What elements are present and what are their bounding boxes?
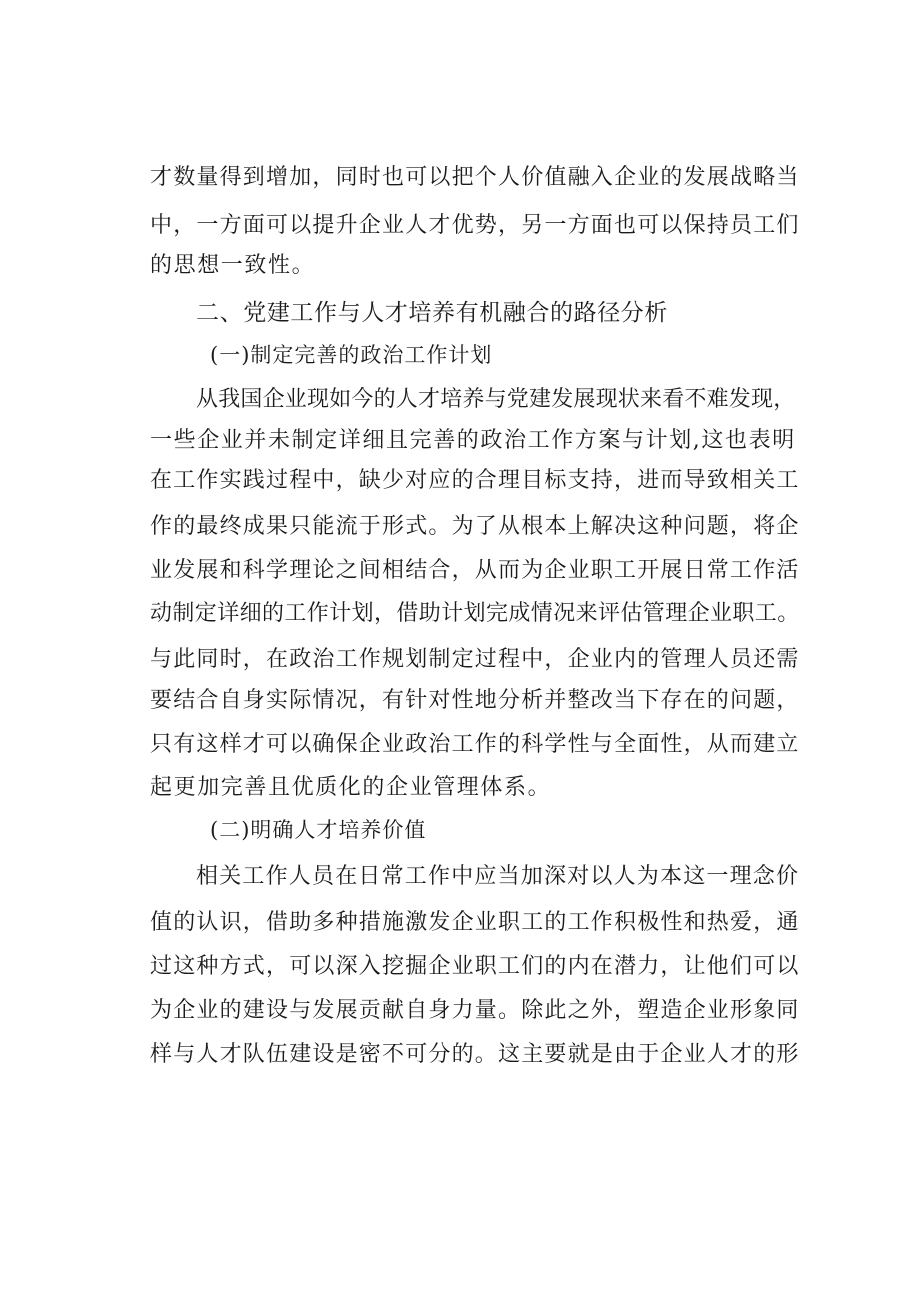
paragraph-line: 中，一方面可以提升企业人才优势，另一方面也可以保持员工们 <box>150 213 800 238</box>
paragraph-line: 只有这样才可以确保企业政治工作的科学性与全面性，从而建立 <box>150 732 800 757</box>
paragraph-line: 与此同时，在政治工作规划制定过程中，企业内的管理人员还需 <box>150 647 800 672</box>
paragraph-line: 业发展和科学理论之间相结合，从而为企业职工开展日常工作活 <box>150 558 800 583</box>
paragraph-line: 从我国企业现如今的人才培养与党建发展现状来看不难发现， <box>196 387 796 412</box>
subsection-title: (二)明确人才培养价值 <box>210 818 427 842</box>
paragraph-line: 才数量得到增加，同时也可以把个人价值融入企业的发展战略当 <box>150 165 800 190</box>
paragraph-line: 动制定详细的工作计划，借助计划完成情况来评估管理企业职工。 <box>150 601 800 626</box>
paragraph-line: 要结合自身实际情况，有针对性地分析并整改当下存在的问题， <box>150 688 800 713</box>
paragraph-line: 起更加完善且优质化的企业管理体系。 <box>150 775 552 800</box>
paragraph-line: 样与人才队伍建设是密不可分的。这主要就是由于企业人才的形 <box>150 1042 800 1067</box>
paragraph-line: 为企业的建设与发展贡献自身力量。除此之外，塑造企业形象同 <box>150 998 800 1023</box>
paragraph-line: 值的认识，借助多种措施激发企业职工的工作积极性和热爱，通 <box>150 910 800 935</box>
section-heading: 二、党建工作与人才培养有机融合的路径分析 <box>196 300 668 326</box>
paragraph-line: 一些企业并未制定详细且完善的政治工作方案与计划,这也表明 <box>150 428 796 453</box>
paragraph-line: 的思想一致性。 <box>150 253 316 278</box>
paragraph-line: 相关工作人员在日常工作中应当加深对以人为本这一理念价 <box>196 864 800 889</box>
paragraph-line: 作的最终成果只能流于形式。为了从根本上解决这种问题，将企 <box>150 514 800 539</box>
paragraph-line: 在工作实践过程中，缺少对应的合理目标支持，进而导致相关工 <box>150 468 800 493</box>
paragraph-line: 过这种方式，可以深入挖掘企业职工们的内在潜力，让他们可以 <box>150 954 800 979</box>
subsection-title: (一)制定完善的政治工作计划 <box>210 343 493 367</box>
